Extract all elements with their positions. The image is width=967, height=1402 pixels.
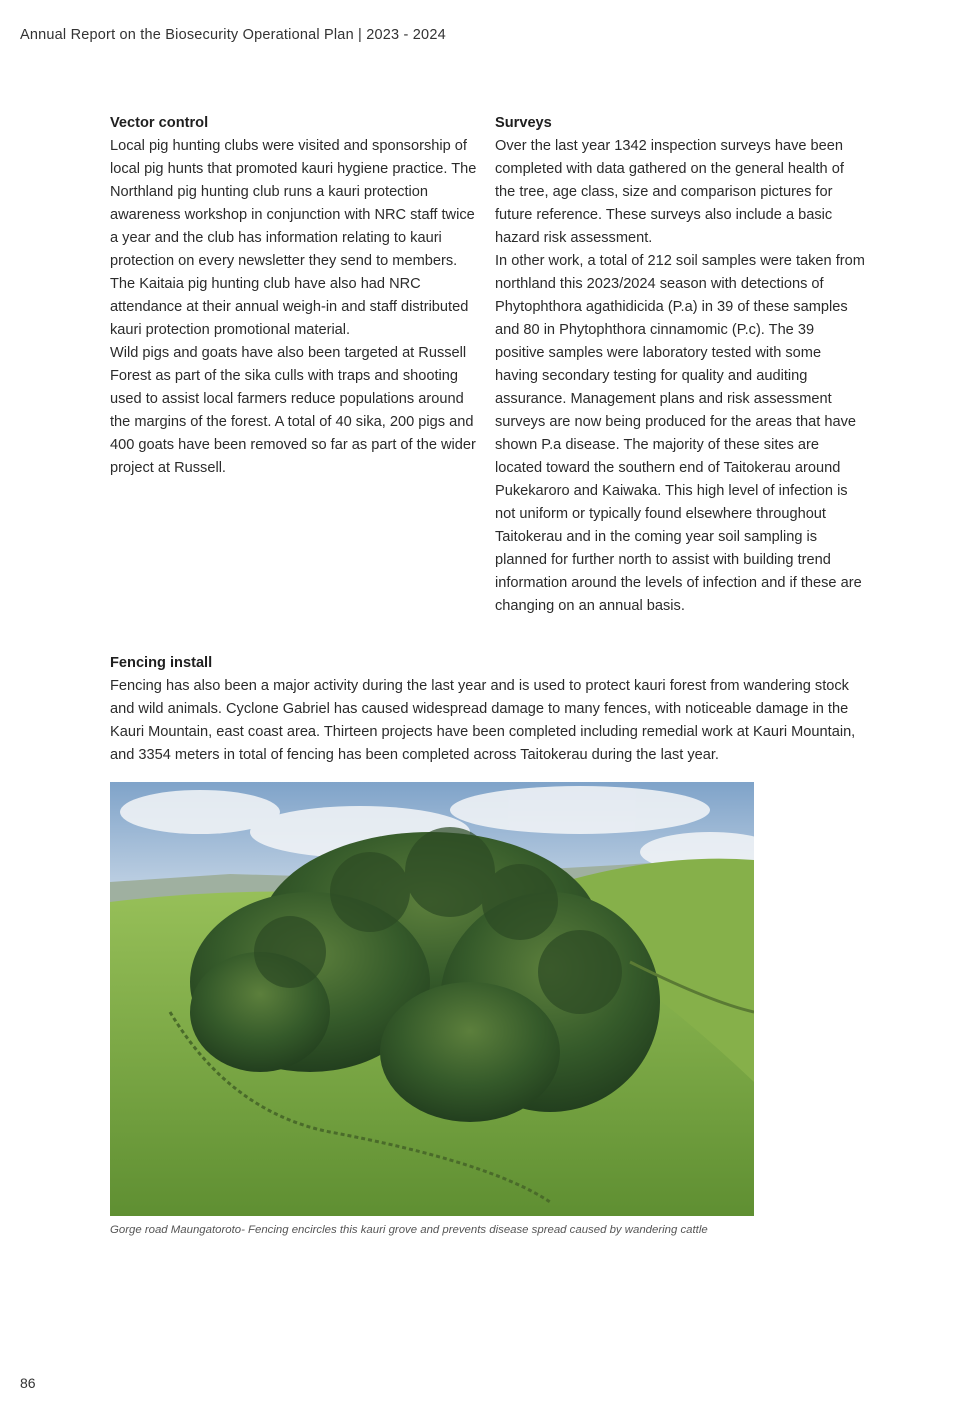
fencing-install-heading: Fencing install [110, 655, 213, 671]
fencing-install-paragraph: Fencing has also been a major activity during the last year and is used to protect kauri forest from wandering stock and wild animals. Cyclone Gabriel has caused widespread damage to many fences, with noticeable damage in the Kauri Mountain, east coast area. Thirteen projects have been completed including remedial work at Kauri Mountain, and 3354 meters in total of fencing has been completed across Taitokerau during the last year. [110, 678, 856, 763]
vector-control-heading: Vector control [110, 115, 209, 131]
vector-control-paragraph-2: Wild pigs and goats have also been targeted at Russell Forest as part of the sika culls with traps and shooting used to assist local farmers reduce populations around the margins of the forest. A total of 40 sika, 200 pigs and 400 goats have been removed so far as part of the wider project at Russell. [110, 345, 476, 476]
fencing-install-section [110, 652, 870, 767]
surveys-paragraph-2: In other work, a total of 212 soil samples were taken from northland this 2023/2024 season with detections of Phytophthora agathidicida (P.a) in 39 of these samples and 80 in Phytophthora cinnamomic (P.c). The 39 positive samples were laboratory tested with some having secondary testing for quality and auditing assurance. Management plans and risk assessment surveys are now being produced for the areas that have shown P.a disease. The majority of these sites are located toward the southern end of Taitokerau around Pukekaroro and Kaiwaka. This high level of infection is not uniform or typically found elsewhere throughout Taitokerau and in the coming year soil sampling is planned for further north to assist with building trend information around the levels of infection and if these are changing on an annual basis. [495, 253, 865, 614]
vector-control-paragraph-1: Local pig hunting clubs were visited and sponsorship of local pig hunts that promoted kauri hygiene practice. The Northland pig hunting club runs a kauri protection awareness workshop in conjunction with NRC staff twice a year and the club has information relating to kauri protection on every newsletter they send to members. The Kaitaia pig hunting club have also had NRC attendance at their annual weigh-in and staff distributed kauri protection promotional material. [110, 138, 477, 338]
kauri-grove-photo [110, 782, 754, 1216]
running-header: Annual Report on the Biosecurity Operational Plan | 2023 - 2024 [20, 27, 446, 43]
vector-control-section [110, 112, 478, 480]
surveys-heading: Surveys [495, 115, 552, 131]
surveys-section [495, 112, 867, 618]
surveys-paragraph-1: Over the last year 1342 inspection surveys have been completed with data gathered on the general health of the tree, age class, size and comparison pictures for future reference. These surveys also include a basic hazard risk assessment. [495, 138, 844, 246]
photo-caption: Gorge road Maungatoroto- Fencing encircles this kauri grove and prevents disease spread caused by wandering cattle [110, 1224, 708, 1236]
page-number: 86 [20, 1375, 36, 1391]
